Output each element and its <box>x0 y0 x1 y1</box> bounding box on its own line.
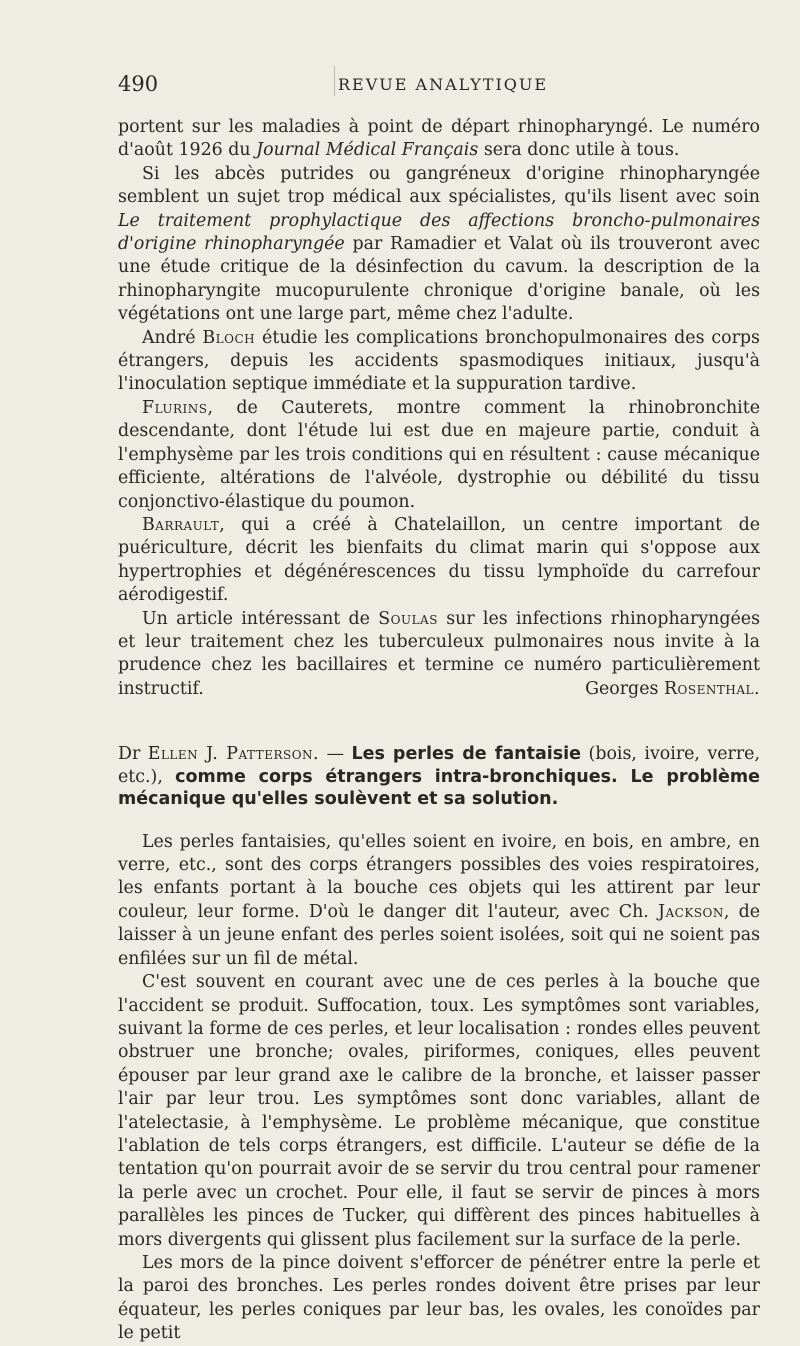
article-title: Les perles de fantaisie <box>351 744 582 765</box>
cited-title: Le traitement prophylactique des affections broncho-pulmonaires d'origine rhinopharyngée <box>118 210 760 255</box>
text-run: Un article intéressant de <box>142 608 370 629</box>
cited-author: Jackson <box>658 901 724 922</box>
page-body <box>118 116 760 1346</box>
author-name: Bloch <box>202 327 256 348</box>
text-run: par Ramadier et Valat où ils trouveront avec une étude critique de la désinfection du cavum. la description de la rhinopharyngite mucopurulente chronique d'origine banale, où les végétations ont une large part, même chez l'adulte. <box>118 234 760 325</box>
paragraph <box>118 608 760 702</box>
dash: — <box>326 744 344 765</box>
article-author: Ellen J. Patterson. <box>147 744 320 765</box>
journal-title: Journal Médical Français <box>256 140 479 161</box>
signature-lastname: Rosenthal. <box>663 678 760 699</box>
author-firstname: André <box>142 327 196 348</box>
paragraph <box>118 327 760 397</box>
paragraph <box>118 397 760 514</box>
running-title: REVUE ANALYTIQUE <box>338 75 549 94</box>
text-run: sera donc utile à tous. <box>483 140 680 161</box>
signature-firstname: Georges <box>585 678 659 699</box>
paragraph: C'est souvent en courant avec une de ces perles à la bouche que l'accident se produit. Suffocation, toux. Les symptômes sont variables, suivant la forme de ces perles, et leur localisation : rondes elles peuvent obstruer une bronche; ovales, piriformes, coniques, elles peuvent épouser par leur grand axe le calibre de la bronche, et laisser passer l'air par leur trou. Les symptômes sont donc variables, allant de l'atelectasie, à l'emphysème. Le problème mécanique, que constitue l'ablation de tels corps étrangers, est difficile. L'auteur se défie de la tentation qu'on pourrait avoir de se servir du trou central pour ramener la perle avec un crochet. Pour elle, il faut se servir de pinces à mors parallèles les pinces de Tucker, qui diffèrent des pinces habituelles à mors divergents qui glissent plus facilement sur la surface de la perle. <box>118 972 760 1250</box>
signature <box>561 678 760 701</box>
title-parenthetical: (bois, ivoire, verre, etc.), <box>118 744 761 787</box>
page-number: 490 <box>118 72 159 96</box>
text-run: Si les abcès putrides ou gangréneux d'origine rhinopharyngée semblent un sujet trop médical aux spécialistes, qu'ils lisent avec soin <box>118 163 760 208</box>
article-heading <box>118 743 760 811</box>
text-run: , de laisser à un jeune enfant des perles soient isolées, soit qui ne soient pas enfilées sur un fil de métal. <box>118 901 761 969</box>
author-name: Soulas <box>378 608 438 629</box>
paragraph <box>118 116 760 163</box>
page-header <box>118 72 758 100</box>
author-name: Flurins <box>142 397 208 418</box>
paragraph <box>118 831 760 971</box>
text-run: portent sur les maladies à point de départ rhinopharyngé. Le numéro d'août 1926 du <box>118 117 760 161</box>
text-run: sur les infections rhinopharyngées et leur traitement chez les tuberculeux pulmonaires nous invite à la prudence chez les bacillaires et termine ce numéro particulièrement instructif. <box>118 608 760 699</box>
text-run: Les perles fantaisies, qu'elles soient en ivoire, en bois, en ambre, en verre, etc., sont des corps étrangers possibles des voies respiratoires, les enfants portant à la bouche ces objets qui les attirent par leur couleur, leur forme. D'où le danger dit l'auteur, avec Ch. <box>118 831 760 922</box>
author-title: Dr <box>118 744 141 765</box>
paragraph <box>118 163 760 327</box>
spacer <box>118 811 760 831</box>
article-title-rest: comme corps étrangers intra-bronchiques. Le problème mécanique qu'elles soulèvent et sa solution. <box>118 766 760 810</box>
paragraph: Les mors de la pince doivent s'efforcer de pénétrer entre la perle et la paroi des bronches. Les perles rondes doivent être prises par leur équateur, les perles coniques par leur bas, les ovales, les conoïdes par le petit <box>118 1252 760 1344</box>
text-run: , de Cauterets, montre comment la rhinobronchite descendante, dont l'étude lui est due en majeure partie, conduit à l'emphysème par les trois conditions qui en résultent : cause mécanique efficiente, altérations de l'alvéole, dystrophie ou débilité du tissu conjonctivo-élastique du poumon. <box>118 397 760 512</box>
author-name: Barrault <box>142 514 220 535</box>
text-run: étudie les complications bronchopulmonaires des corps étrangers, depuis les accidents spasmodiques initiaux, jusqu'à l'inoculation septique immédiate et la suppuration tardive. <box>118 327 760 395</box>
paragraph <box>118 514 760 608</box>
text-run: , qui a créé à Chatelaillon, un centre important de puériculture, décrit les bienfaits du climat marin qui s'oppose aux hypertrophies et dégénérescences du tissu lymphoïde du carrefour aérodigestif. <box>118 514 760 606</box>
